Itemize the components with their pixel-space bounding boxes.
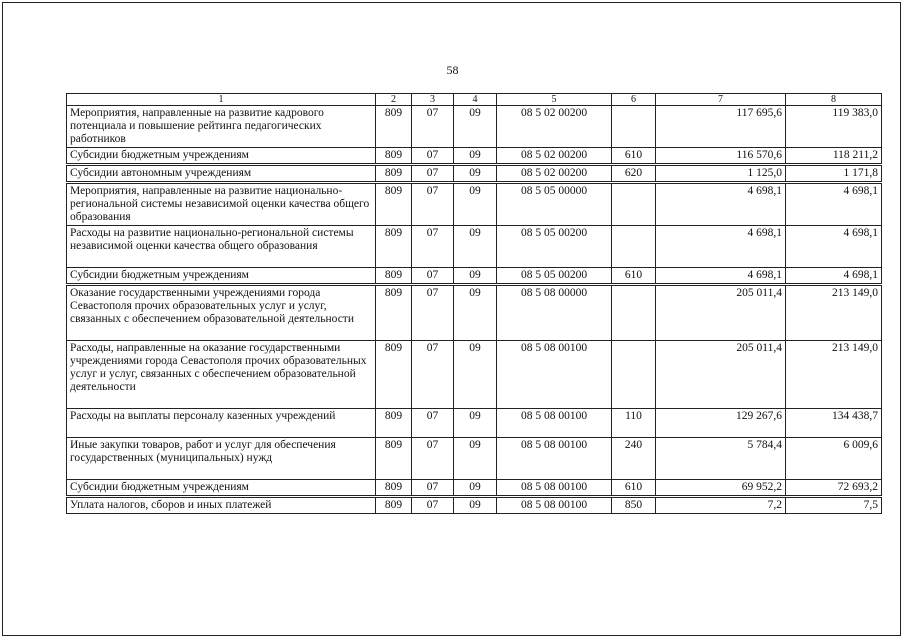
table-row: [67, 183, 882, 226]
row-name: Расходы на развитие национально-региональной системы независимой оценки качества общего образования: [67, 226, 376, 268]
row-section: 07: [412, 285, 454, 341]
header-col-2: 2: [376, 94, 412, 106]
row-target: 08 5 02 00200: [497, 165, 612, 183]
row-exp-type: [612, 285, 656, 341]
row-sum-1: 69 952,2: [656, 480, 786, 497]
table-row: [67, 341, 882, 409]
row-target: 08 5 08 00100: [497, 497, 612, 514]
row-sum-1: 4 698,1: [656, 268, 786, 285]
row-target: 08 5 02 00200: [497, 106, 612, 148]
row-target: 08 5 08 00000: [497, 285, 612, 341]
table-row: [67, 285, 882, 341]
row-sum-1: 205 011,4: [656, 285, 786, 341]
row-section: 07: [412, 226, 454, 268]
row-target: 08 5 08 00100: [497, 341, 612, 409]
row-subsection: 09: [454, 268, 497, 285]
table-row: [67, 165, 882, 183]
row-target: 08 5 05 00200: [497, 226, 612, 268]
header-col-7: 7: [656, 94, 786, 106]
table-row: [67, 409, 882, 438]
row-sum-1: 4 698,1: [656, 183, 786, 226]
row-exp-type: [612, 341, 656, 409]
row-subsection: 09: [454, 341, 497, 409]
row-admin: 809: [376, 409, 412, 438]
row-name: Субсидии бюджетным учреждениям: [67, 480, 376, 497]
row-exp-type: 850: [612, 497, 656, 514]
header-col-4: 4: [454, 94, 497, 106]
table-row: [67, 480, 882, 497]
row-admin: 809: [376, 497, 412, 514]
row-admin: 809: [376, 285, 412, 341]
row-section: 07: [412, 497, 454, 514]
table-row: [67, 148, 882, 165]
row-admin: 809: [376, 480, 412, 497]
row-exp-type: 240: [612, 438, 656, 480]
row-sum-2: 213 149,0: [786, 341, 882, 409]
row-subsection: 09: [454, 480, 497, 497]
row-sum-2: 4 698,1: [786, 183, 882, 226]
row-exp-type: [612, 183, 656, 226]
row-section: 07: [412, 341, 454, 409]
table-row: [67, 268, 882, 285]
row-subsection: 09: [454, 148, 497, 165]
header-col-6: 6: [612, 94, 656, 106]
row-exp-type: [612, 106, 656, 148]
row-section: 07: [412, 148, 454, 165]
row-subsection: 09: [454, 226, 497, 268]
row-sum-2: 4 698,1: [786, 268, 882, 285]
row-target: 08 5 05 00200: [497, 268, 612, 285]
table-row: [67, 438, 882, 480]
row-name: Иные закупки товаров, работ и услуг для обеспечения государственных (муниципальных) нужд: [67, 438, 376, 480]
row-subsection: 09: [454, 165, 497, 183]
row-sum-1: 116 570,6: [656, 148, 786, 165]
row-target: 08 5 02 00200: [497, 148, 612, 165]
row-admin: 809: [376, 148, 412, 165]
row-section: 07: [412, 183, 454, 226]
row-sum-2: 119 383,0: [786, 106, 882, 148]
row-exp-type: 610: [612, 148, 656, 165]
header-col-1: 1: [67, 94, 376, 106]
row-subsection: 09: [454, 183, 497, 226]
header-col-8: 8: [786, 94, 882, 106]
row-name: Мероприятия, направленные на развитие кадрового потенциала и повышение рейтинга педагогических работников: [67, 106, 376, 148]
row-sum-1: 129 267,6: [656, 409, 786, 438]
page-number: 58: [446, 63, 459, 77]
table-row: [67, 226, 882, 268]
row-name: Мероприятия, направленные на развитие национально-региональной системы независимой оценки качества общего образования: [67, 183, 376, 226]
row-sum-1: 117 695,6: [656, 106, 786, 148]
row-sum-1: 4 698,1: [656, 226, 786, 268]
row-target: 08 5 08 00100: [497, 480, 612, 497]
header-row: [67, 94, 882, 106]
row-section: 07: [412, 409, 454, 438]
header-col-5: 5: [497, 94, 612, 106]
row-subsection: 09: [454, 497, 497, 514]
row-name: Субсидии автономным учреждениям: [67, 165, 376, 183]
row-sum-2: 118 211,2: [786, 148, 882, 165]
row-name: Субсидии бюджетным учреждениям: [67, 268, 376, 285]
row-subsection: 09: [454, 409, 497, 438]
row-section: 07: [412, 480, 454, 497]
row-target: 08 5 05 00000: [497, 183, 612, 226]
row-exp-type: 610: [612, 268, 656, 285]
row-admin: 809: [376, 106, 412, 148]
row-sum-2: 7,5: [786, 497, 882, 514]
row-exp-type: 110: [612, 409, 656, 438]
row-sum-2: 213 149,0: [786, 285, 882, 341]
row-subsection: 09: [454, 285, 497, 341]
row-sum-1: 205 011,4: [656, 341, 786, 409]
row-name: Уплата налогов, сборов и иных платежей: [67, 497, 376, 514]
row-name: Субсидии бюджетным учреждениям: [67, 148, 376, 165]
row-name: Оказание государственными учреждениями города Севастополя прочих образовательных услуг и услуг, связанных с обеспечением образовательной деятельности: [67, 285, 376, 341]
row-sum-2: 1 171,8: [786, 165, 882, 183]
row-admin: 809: [376, 165, 412, 183]
row-admin: 809: [376, 268, 412, 285]
row-target: 08 5 08 00100: [497, 409, 612, 438]
header-col-3: 3: [412, 94, 454, 106]
row-sum-1: 5 784,4: [656, 438, 786, 480]
row-sum-2: 6 009,6: [786, 438, 882, 480]
budget-table: [66, 93, 882, 514]
row-target: 08 5 08 00100: [497, 438, 612, 480]
row-admin: 809: [376, 226, 412, 268]
row-sum-2: 4 698,1: [786, 226, 882, 268]
table-row: [67, 106, 882, 148]
row-subsection: 09: [454, 438, 497, 480]
row-subsection: 09: [454, 106, 497, 148]
row-section: 07: [412, 165, 454, 183]
row-exp-type: 610: [612, 480, 656, 497]
row-sum-1: 7,2: [656, 497, 786, 514]
row-sum-2: 134 438,7: [786, 409, 882, 438]
row-exp-type: [612, 226, 656, 268]
row-admin: 809: [376, 183, 412, 226]
row-name: Расходы на выплаты персоналу казенных учреждений: [67, 409, 376, 438]
row-section: 07: [412, 438, 454, 480]
table-row: [67, 497, 882, 514]
row-exp-type: 620: [612, 165, 656, 183]
row-name: Расходы, направленные на оказание государственными учреждениями города Севастополя прочих образовательных услуг и услуг, связанных с обеспечением образовательной деятельности: [67, 341, 376, 409]
row-section: 07: [412, 106, 454, 148]
row-admin: 809: [376, 438, 412, 480]
row-sum-2: 72 693,2: [786, 480, 882, 497]
row-admin: 809: [376, 341, 412, 409]
row-section: 07: [412, 268, 454, 285]
row-sum-1: 1 125,0: [656, 165, 786, 183]
